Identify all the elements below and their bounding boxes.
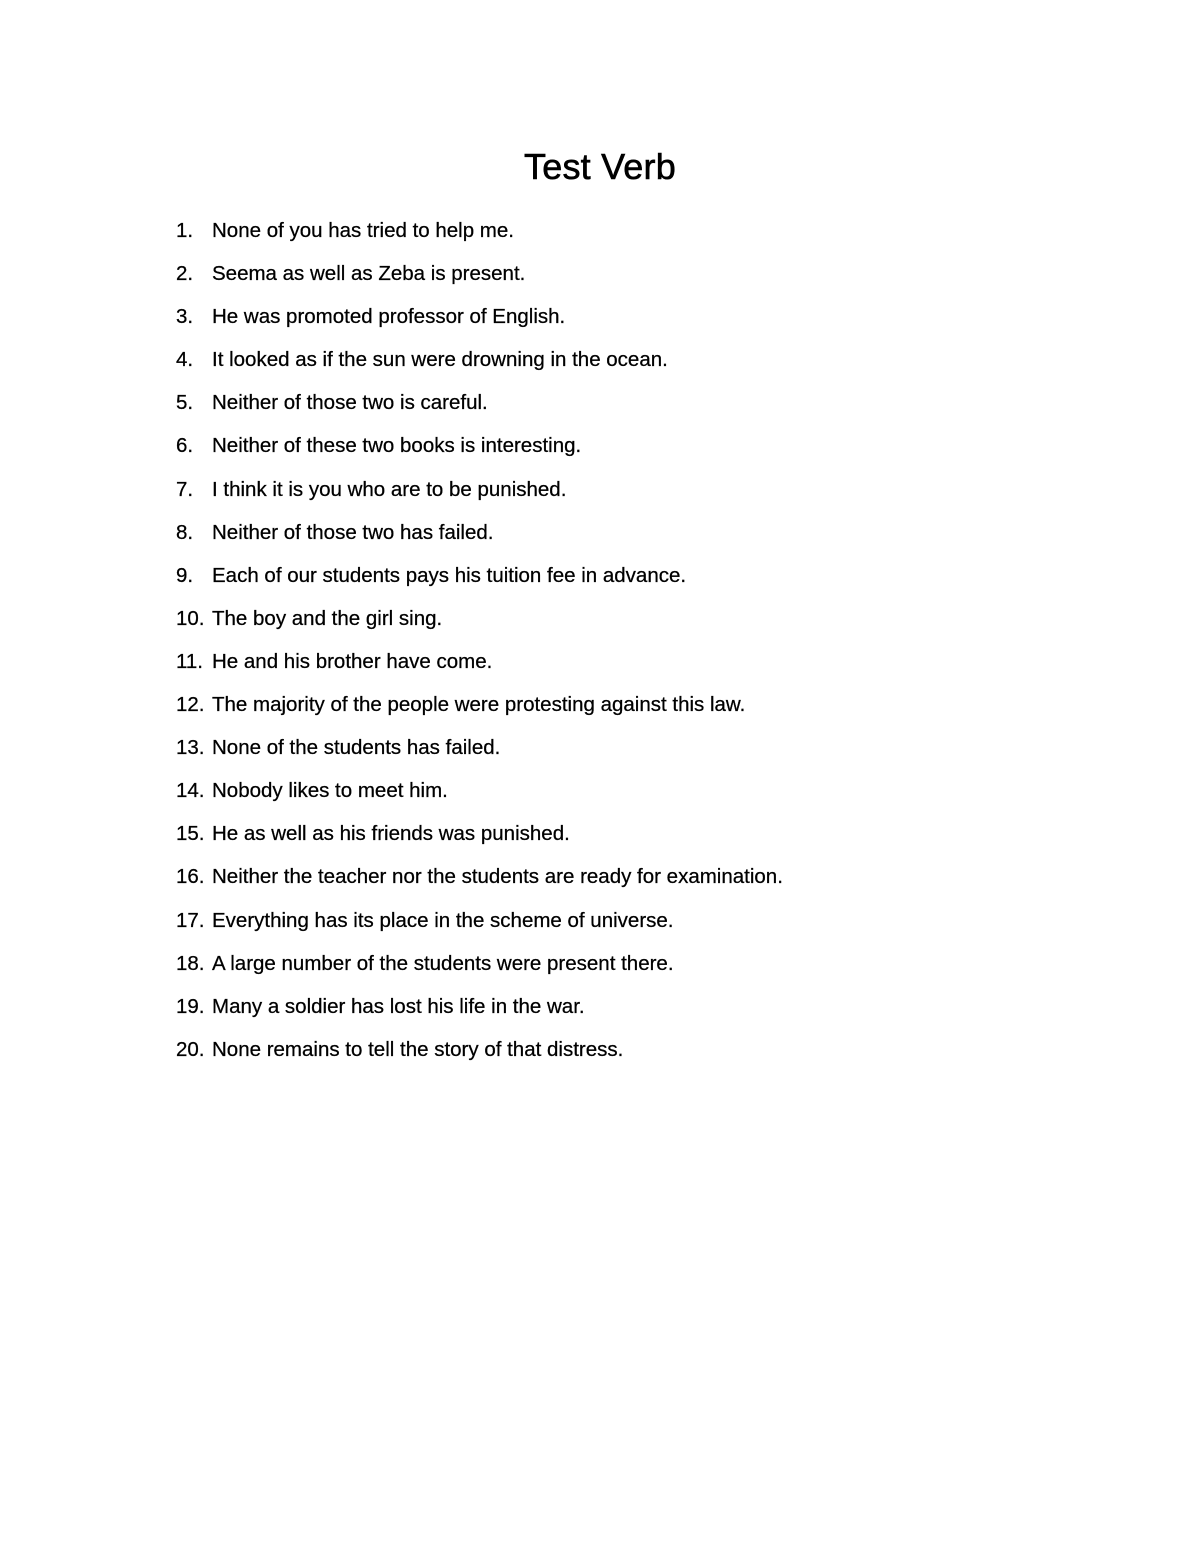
list-item: [176, 602, 783, 645]
item-sentence: I think it is you who are to be punished.: [212, 477, 567, 501]
item-sentence: He as well as his friends was punished.: [212, 822, 570, 846]
list-item: [176, 860, 783, 903]
item-sentence: Neither of those two is careful.: [212, 391, 488, 415]
item-sentence: Each of our students pays his tuition fee in advance.: [212, 563, 687, 587]
item-sentence: The majority of the people were protesting against this law.: [212, 693, 746, 717]
item-number: 20.: [176, 1037, 205, 1061]
item-sentence: He was promoted professor of English.: [212, 305, 566, 329]
item-number: 16.: [176, 865, 205, 889]
item-number: 17.: [176, 908, 205, 932]
item-sentence: None of you has tried to help me.: [212, 219, 514, 242]
list-item: [176, 300, 783, 343]
list-item: [176, 904, 783, 947]
item-sentence: Nobody likes to meet him.: [212, 779, 448, 803]
list-item: [176, 559, 783, 602]
item-number: 6.: [176, 434, 194, 458]
list-item: [176, 343, 783, 386]
item-number: 3.: [176, 305, 194, 329]
item-number: 4.: [176, 348, 194, 372]
list-item: [176, 1033, 783, 1076]
item-number: 8.: [176, 520, 194, 544]
item-sentence: Neither of those two has failed.: [212, 520, 494, 544]
list-item: [176, 947, 783, 990]
item-number: 11.: [176, 649, 203, 673]
item-sentence: Everything has its place in the scheme of universe.: [212, 908, 674, 932]
item-sentence: He and his brother have come.: [212, 649, 493, 673]
list-item: [176, 473, 783, 516]
item-sentence: None of the students has failed.: [212, 736, 501, 760]
item-sentence: It looked as if the sun were drowning in the ocean.: [212, 348, 668, 372]
list-item: [176, 516, 783, 559]
list-item: [176, 990, 783, 1033]
item-sentence: Neither the teacher nor the students are ready for examination.: [212, 865, 783, 889]
item-sentence: Seema as well as Zeba is present.: [212, 262, 526, 286]
page-title: Test Verb: [524, 146, 676, 187]
item-sentence: Neither of these two books is interesting.: [212, 434, 582, 458]
list-item: [176, 731, 783, 774]
item-sentence: Many a soldier has lost his life in the war.: [212, 994, 585, 1018]
item-number: 12.: [176, 693, 205, 717]
sentence-list: [176, 214, 783, 1076]
list-item: [176, 429, 783, 472]
item-number: 9.: [176, 563, 194, 587]
item-number: 10.: [176, 606, 205, 630]
item-sentence: None remains to tell the story of that distress.: [212, 1037, 624, 1061]
item-number: 7.: [176, 477, 194, 501]
list-item: [176, 688, 783, 731]
item-sentence: A large number of the students were present there.: [212, 951, 674, 975]
item-number: 14.: [176, 779, 205, 803]
item-number: 19.: [176, 994, 205, 1018]
item-number: 1.: [176, 219, 194, 242]
item-number: 15.: [176, 822, 205, 846]
list-item: [176, 817, 783, 860]
list-item: [176, 645, 783, 688]
item-number: 18.: [176, 951, 205, 975]
item-number: 5.: [176, 391, 194, 415]
list-item: [176, 774, 783, 817]
item-sentence: The boy and the girl sing.: [212, 606, 443, 630]
list-item: [176, 214, 783, 257]
item-number: 2.: [176, 262, 194, 286]
list-item: [176, 386, 783, 429]
list-item: [176, 257, 783, 300]
item-number: 13.: [176, 736, 205, 760]
